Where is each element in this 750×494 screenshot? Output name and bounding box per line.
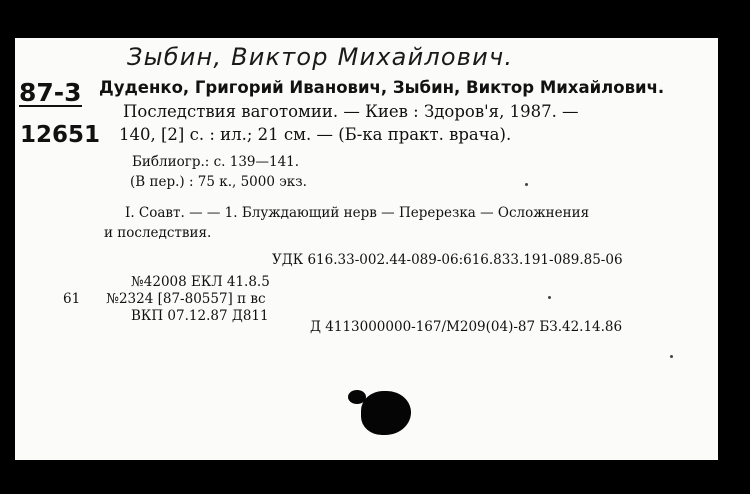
shelfmark-top: 87-3 (19, 78, 82, 107)
handwritten-author: Зыбин, Виктор Михайлович. (127, 43, 514, 71)
ink-speck (525, 183, 528, 186)
publisher-code: Д 4113000000-167/М209(04)-87 БЗ.42.14.86 (310, 319, 623, 335)
subject-headings: I. Соавт. — — 1. Блуждающий нерв — Перерезка — Осложнения (125, 205, 590, 221)
binding-price-note: (В пер.) : 75 к., 5000 экз. (130, 174, 307, 190)
extent-line: 140, [2] с. : ил.; 21 см. — (Б-ка практ. врача). (119, 125, 512, 144)
title-line: Последствия ваготомии. — Киев : Здоров'я, 1987. — (123, 102, 579, 121)
copy-number: 61 (63, 291, 81, 307)
bibliography-note: Библиогр.: с. 139—141. (132, 154, 300, 170)
udc-code: УДК 616.33-002.44-089-06:616.833.191-089.85-06 (272, 252, 623, 268)
order-line (63, 291, 266, 307)
ink-speck (548, 296, 551, 299)
ekl-code: №42008 ЕКЛ 41.8.5 (131, 274, 270, 290)
subject-headings-cont: и последствия. (104, 225, 212, 241)
vkp-code: ВКП 07.12.87 Д811 (131, 308, 269, 324)
catalog-card (15, 38, 718, 460)
ink-blot (361, 391, 411, 435)
shelfmark-bottom: 12651 (20, 122, 101, 148)
order-number: №2324 [87-80557] п вс (106, 291, 266, 307)
ink-speck (670, 355, 673, 358)
card-heading: Дуденко, Григорий Иванович, Зыбин, Виктор Михайлович. (99, 78, 665, 97)
